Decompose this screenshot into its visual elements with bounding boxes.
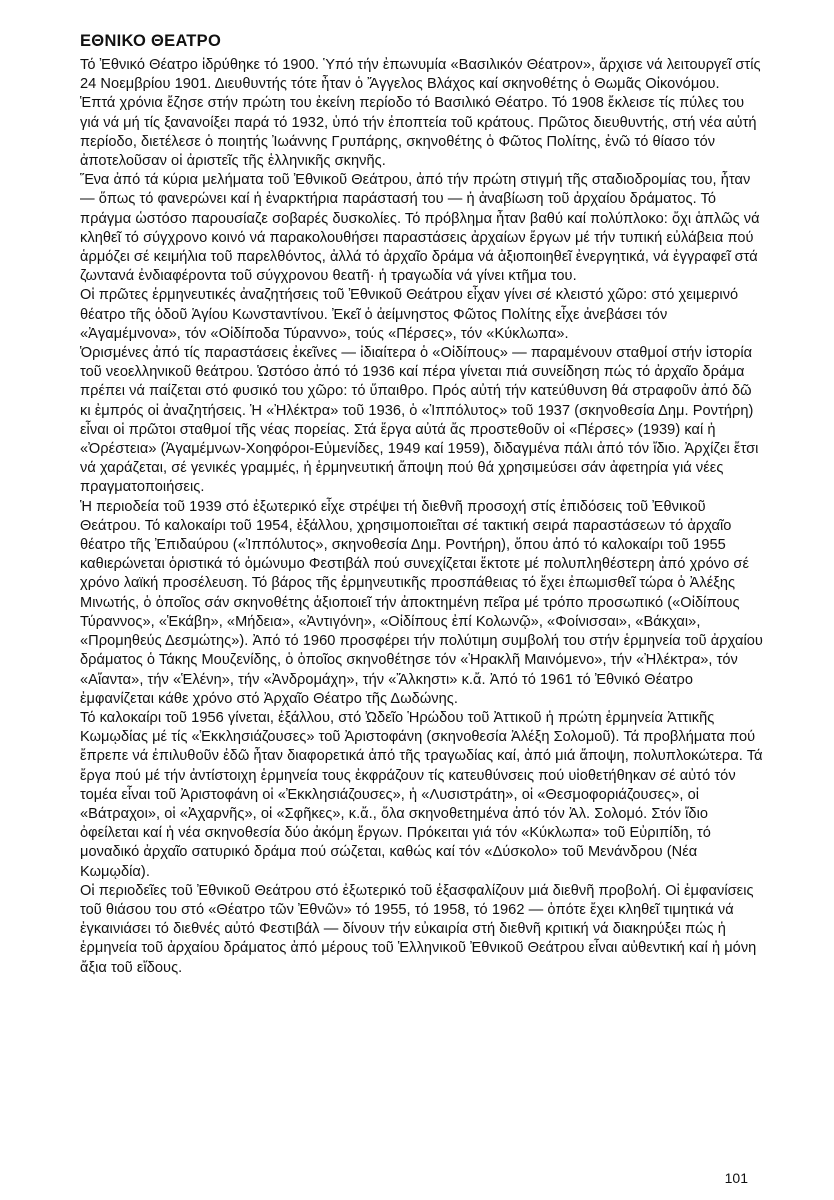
body-text <box>80 56 766 978</box>
paragraph-7: Τό καλοκαίρι τοῦ 1956 γίνεται, ἐξάλλου, στό Ὠδεῖο Ἡρώδου τοῦ Ἀττικοῦ ἡ πρώτη ἑρμηνεία Ἀττικῆς Κωμῳδίας μέ τίς «Ἐκκλησιάζουσες» τοῦ Ἀριστοφάνη (σκηνοθεσία Ἀλέξη Σολομοῦ). Τά προβλήματα πού ἔπρεπε νά ἐπιλυθοῦν ἐδῶ ἦταν διαφορετικά ἀπό τῆς τραγωδίας καί, ἀπό μιά ἄποψη, πολυπλοκώτερα. Τά ἔργα πού μέ τήν ἀντίστοιχη ἑρμηνεία τους ἐκφράζουν τίς κατευθύνσεις πού υἱοθετήθηκαν σέ αὐτό τόν τομέα εἶναι τοῦ Ἀριστοφάνη οἱ «Ἐκκλησιάζουσες», ἡ «Λυσιστράτη», οἱ «Θεσμοφοριάζουσες», οἱ «Βάτραχοι», οἱ «Ἀχαρνῆς», οἱ «Σφῆκες», κ.ἄ., ὅλα σκηνοθετημένα ἀπό τόν Ἀλ. Σολομό. Στόν ἴδιο ὀφείλεται καί ἡ νέα σκηνοθεσία δύο ἀκόμη ἔργων. Πρόκειται γιά τόν «Κύκλωπα» τοῦ Εὐριπίδη, τό μοναδικό ἀρχαῖο σατυρικό δράμα πού σώζεται, καθώς καί τόν «Δύσκολο» τοῦ Μενάνδρου (Νέα Κωμῳδία). <box>80 709 763 880</box>
paragraph-8: Οἱ περιοδεῖες τοῦ Ἐθνικοῦ Θεάτρου στό ἐξωτερικό τοῦ ἐξασφαλίζουν μιά διεθνῆ προβολή. Οἱ ἐμφανίσεις τοῦ θιάσου του στό «Θέατρο τῶν Ἐθνῶν» τό 1955, τό 1958, τό 1962 — ὁπότε ἔχει κληθεῖ τιμητικά νά ἐγκαινιάσει τό διεθνές αὐτό Φεστιβάλ — δίνουν τήν εὐκαιρία στή διεθνῆ κριτική νά διακηρύξει πώς ἡ ἑρμηνεία τοῦ ἀρχαίου δράματος ἀπό μέρους τοῦ Ἑλληνικοῦ Ἐθνικοῦ Θεάτρου εἶναι αὐθεντική καί ἡ μόνη ἄξια τοῦ εἴδους. <box>80 882 757 976</box>
paragraph-5: Ὁρισμένες ἀπό τίς παραστάσεις ἐκεῖνες — ἰδιαίτερα ὁ «Οἰδίπους» — παραμένουν σταθμοί στήν ἱστορία τοῦ νεοελληνικοῦ θεάτρου. Ὡστόσο ἀπό τό 1936 καί πέρα γίνεται πιά συνείδηση πώς τό ἀρχαῖο δράμα πρέπει νά παίζεται στό φυσικό του χῶρο: τό ὕπαιθρο. Πρός αὐτή τήν κατεύθυνση θά στραφοῦν ἀπό δῶ κι ἐμπρός οἱ ἀναζητήσεις. Ἡ «Ἠλέκτρα» τοῦ 1936, ὁ «Ἱππόλυτος» τοῦ 1937 (σκηνοθεσία Δημ. Ροντήρη) εἶναι οἱ πρῶτοι σταθμοί τῆς νέας πορείας. Στά ἔργα αὐτά ἄς προστεθοῦν οἱ «Πέρσες» (1939) καί ἡ «Ὀρέστεια» (Ἀγαμέμνων-Χοηφόροι-Εὐμενίδες, 1949 καί 1959), διδαγμένα πάλι ἀπό τόν ἴδιο. Ἀρχίζει ἔτσι νά χαράζεται, σέ γενικές γραμμές, ἡ ἑρμηνευτική ἄποψη πού θά χρησιμεύσει σάν ἀφετηρία γιά νέες πραγματοποιήσεις. <box>80 345 759 496</box>
page-title: ΕΘΝΙΚΟ ΘΕΑΤΡΟ <box>80 32 222 50</box>
paragraph-3: Ἕνα ἀπό τά κύρια μελήματα τοῦ Ἐθνικοῦ Θεάτρου, ἀπό τήν πρώτη στιγμή τῆς σταδιοδρομίας του, ἦταν — ὅπως τό φανερώνει καί ἡ ἐναρκτήρια παράστασή του — ἡ ἀναβίωση τοῦ ἀρχαίου δράματος. Τό πράγμα ὡστόσο παρουσίαζε σοβαρές δυσκολίες. Τό πρόβλημα ἦταν βαθύ καί πολύπλοκο: ὄχι ἁπλῶς νά κληθεῖ τό σύγχρονο κοινό νά παρακολουθήσει παραστάσεις ἀρχαίων ἔργων μέ τήν τυπική εὐλάβεια πού ἁρμόζει σέ κειμήλια τοῦ παρελθόντος, ἀλλά τό ἀρχαῖο δράμα νά ἀξιοποιηθεῖ ἐνεργητικά, νά ἐγγραφεῖ στά ζωντανά ἐνδιαφέροντα τοῦ σύγχρονου θεατῆ· ἡ τραγωδία νά γίνει κτῆμα του. <box>80 172 760 285</box>
document-page <box>80 30 766 978</box>
paragraph-2: Ἑπτά χρόνια ἔζησε στήν πρώτη του ἐκείνη περίοδο τό Βασιλικό Θέατρο. Τό 1908 ἔκλεισε τίς πύλες του γιά νά μή τίς ξανανοίξει παρά τό 1932, ὑπό τήν ἐποπτεία τοῦ κράτους. Πρῶτος διευθυντής, στή νέα αὐτή περίοδο, διετέλεσε ὁ ποιητής Ἰωάννης Γρυπάρης, σκηνοθέτης ὁ Φῶτος Πολίτης, ἐνῶ τό θίασο τόν ἀποτελοῦσαν οἱ ἀριστεῖς τῆς ἑλληνικῆς σκηνῆς. <box>80 95 757 170</box>
paragraph-1: Τό Ἐθνικό Θέατρο ἱδρύθηκε τό 1900. Ὑπό τήν ἐπωνυμία «Βασιλικόν Θέατρον», ἄρχισε νά λειτουργεῖ στίς 24 Νοεμβρίου 1901. Διευθυντής τότε ἦταν ὁ Ἄγγελος Βλάχος καί σκηνοθέτης ὁ Θωμᾶς Οἰκονόμου. <box>80 57 761 93</box>
page-number: 101 <box>724 1170 748 1186</box>
paragraph-4: Οἱ πρῶτες ἑρμηνευτικές ἀναζητήσεις τοῦ Ἐθνικοῦ Θεάτρου εἶχαν γίνει σέ κλειστό χῶρο: στό χειμερινό θέατρο τῆς ὁδοῦ Ἁγίου Κωνσταντίνου. Ἐκεῖ ὁ ἀείμνηστος Φῶτος Πολίτης εἶχε ἀνεβάσει τόν «Ἀγαμέμνονα», τόν «Οἰδίποδα Τύραννο», τούς «Πέρσες», τόν «Κύκλωπα». <box>80 287 739 342</box>
paragraph-6: Ἡ περιοδεία τοῦ 1939 στό ἐξωτερικό εἶχε στρέψει τή διεθνῆ προσοχή στίς ἐπιδόσεις τοῦ Ἐθνικοῦ Θεάτρου. Τό καλοκαίρι τοῦ 1954, ἐξάλλου, χρησιμοποιεῖται σέ τακτική σειρά παραστάσεων τό ἀρχαῖο θέατρο τῆς Ἐπιδαύρου («Ἱππόλυτος», σκηνοθεσία Δημ. Ροντήρη), ὅπου ἀπό τό καλοκαίρι τοῦ 1955 καθιερώνεται ὁριστικά τό ὁμώνυμο Φεστιβάλ πού συνεχίζεται ἔκτοτε μέ πολυπληθέστερη ἀπό χρόνο σέ χρόνο λαϊκή προσέλευση. Τό βάρος τῆς ἑρμηνευτικῆς προσπάθειας τό ἔχει ἐπωμισθεῖ τώρα ὁ Ἀλέξης Μινωτής, ὁ ὁποῖος σάν σκηνοθέτης ἀξιοποιεῖ τήν ἀποκτημένη πεῖρα μέ τρόπο προσωπικό («Οἰδίπους Τύραννος», «Ἑκάβη», «Μήδεια», «Ἀντιγόνη», «Οἰδίπους ἐπί Κολωνῷ», «Φοίνισσαι», «Βάκχαι», «Προμηθεύς Δεσμώτης»). Ἀπό τό 1960 προσφέρει τήν πολύτιμη συμβολή του στήν ἑρμηνεία τοῦ ἀρχαίου δράματος ὁ Τάκης Μουζενίδης, ὁ ὁποῖος σκηνοθέτησε τόν «Ἡρακλῆ Μαινόμενο», τήν «Ἠλέκτρα», τόν «Αἴαντα», τήν «Ἑλένη», τήν «Ἀνδρομάχη», τήν «Ἄλκηστι» κ.ἄ. Ἀπό τό 1961 τό Ἐθνικό Θέατρο ἐμφανίζεται κάθε χρόνο στό Ἀρχαῖο Θέατρο τῆς Δωδώνης. <box>80 498 763 707</box>
